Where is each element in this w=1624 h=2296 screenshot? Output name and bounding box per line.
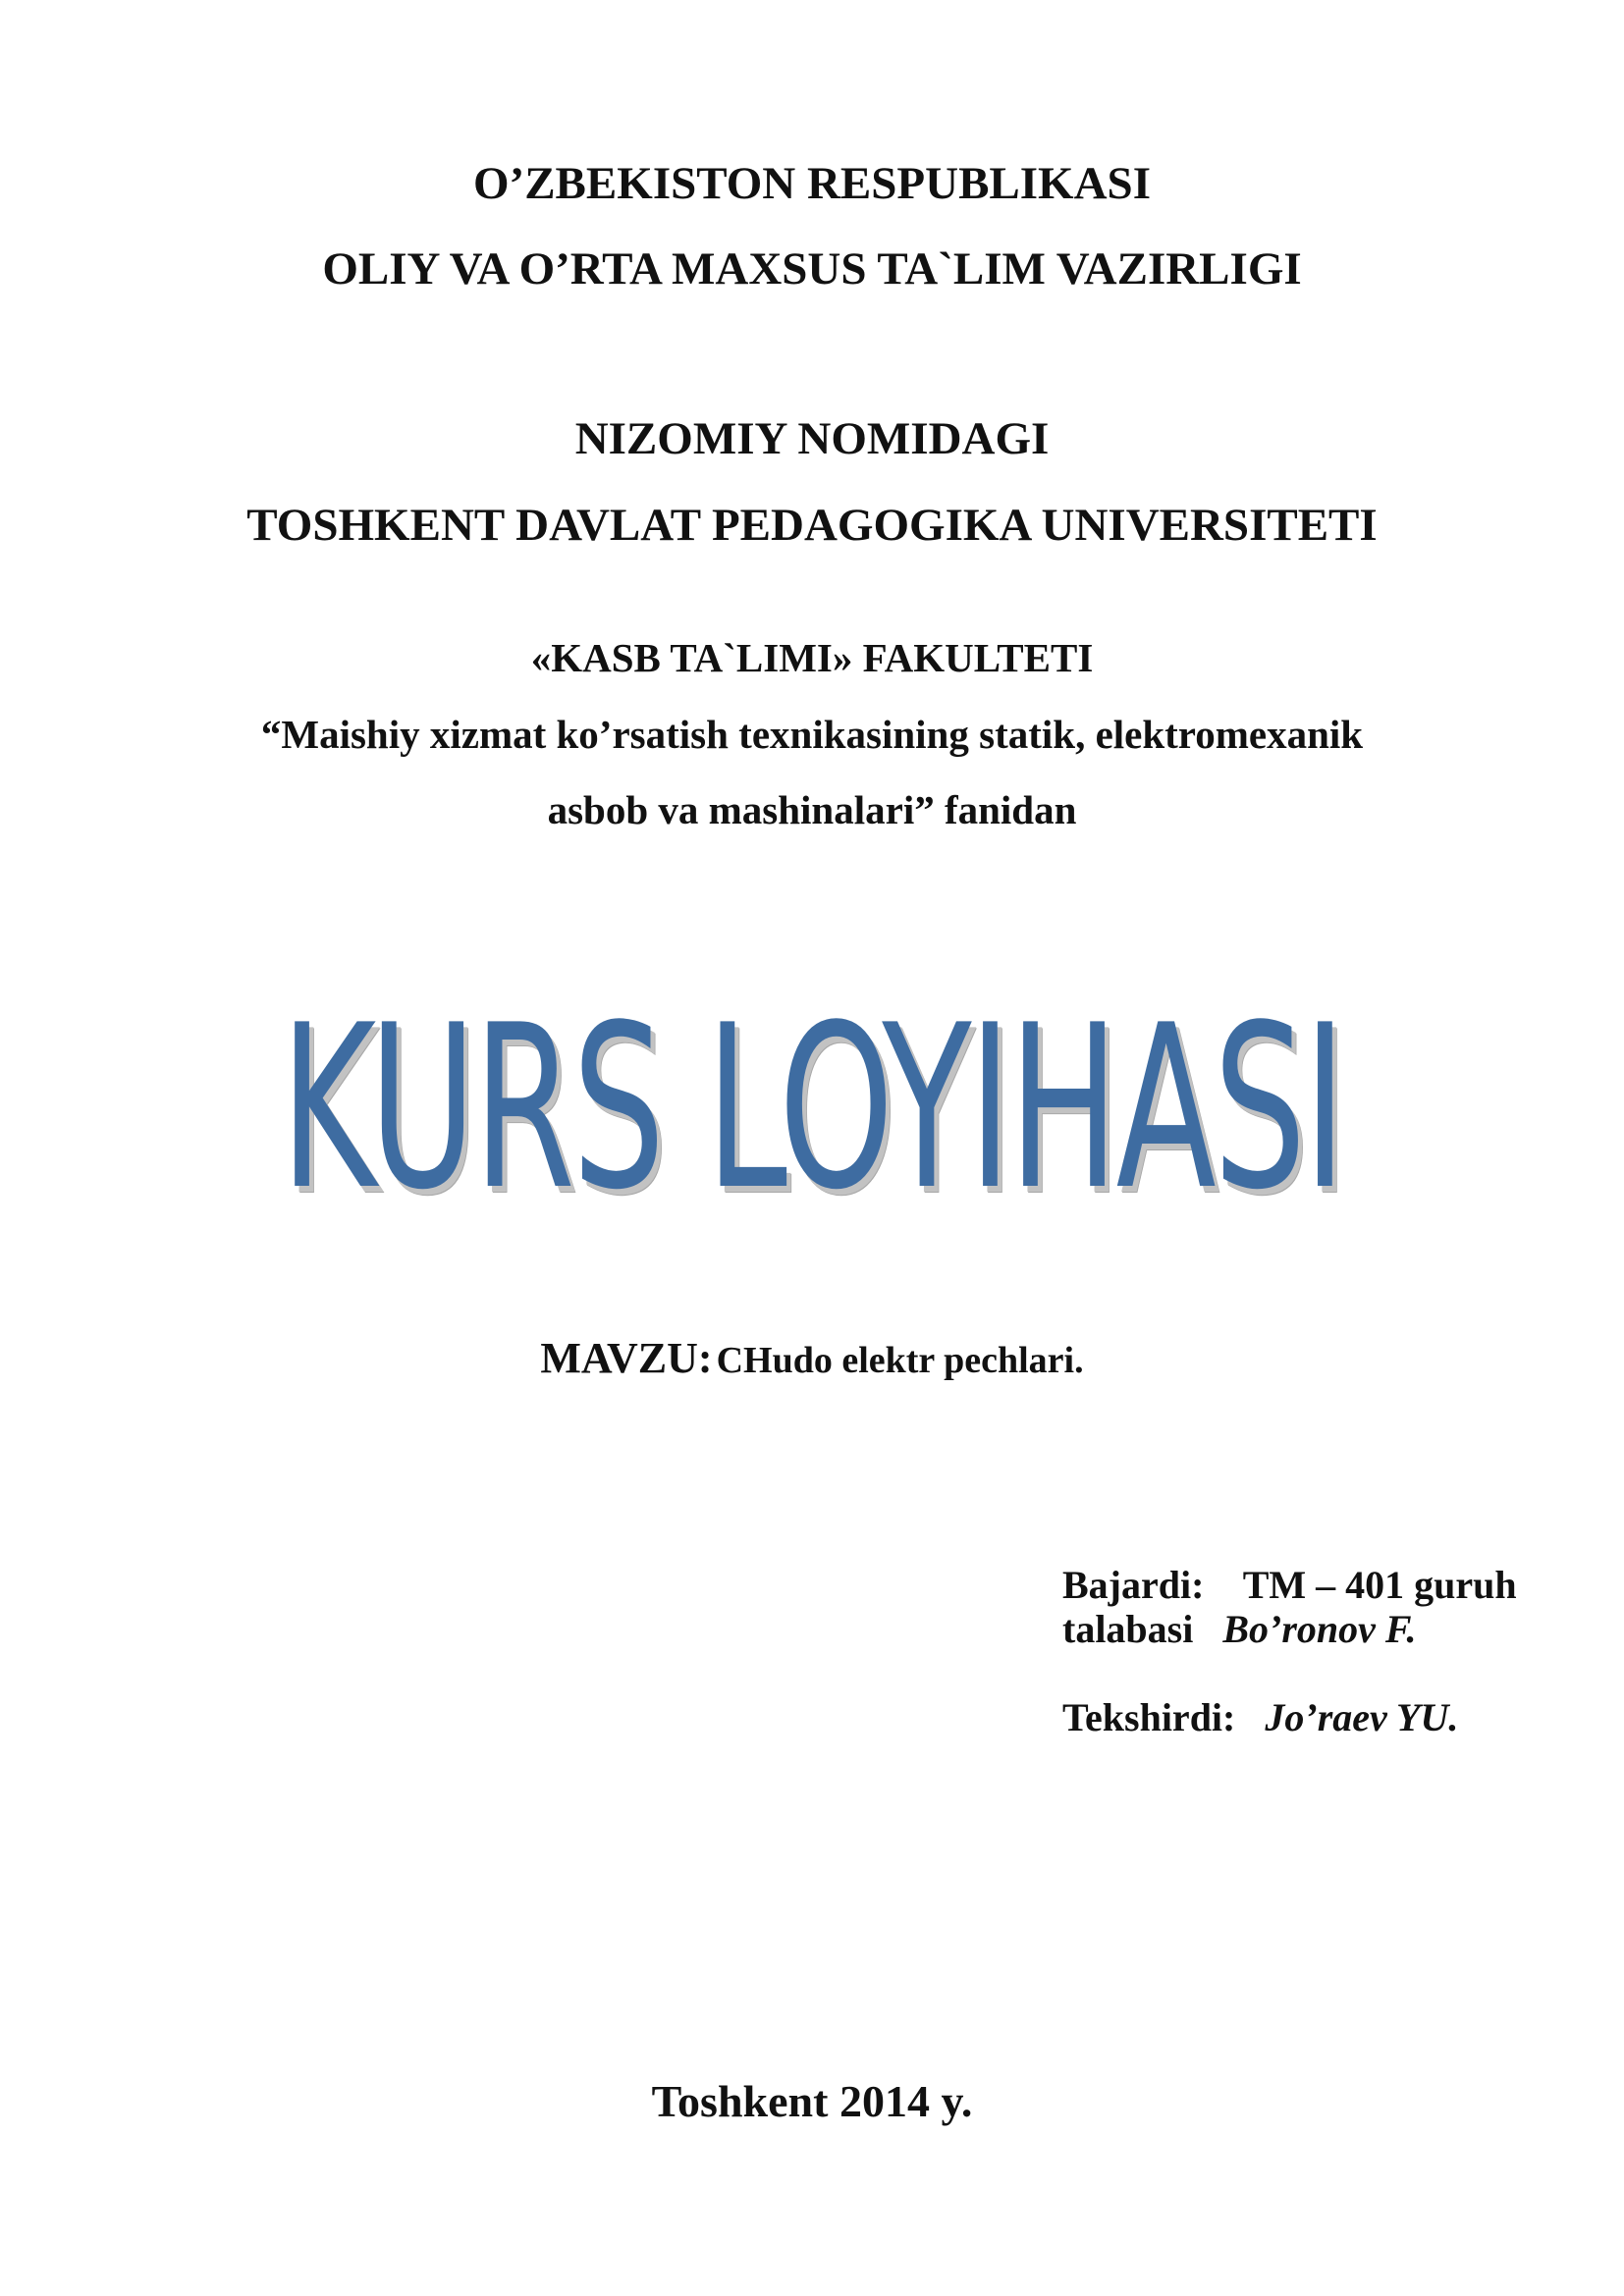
student-line [1062,1607,1417,1651]
faculty-name: «KASB TA`LIMI» FAKULTETI [530,635,1094,680]
checked-by-label: Tekshirdi: [1062,1695,1236,1739]
topic-value: CHudo elektr pechlari. [716,1340,1084,1381]
group-name: TM – 401 guruh [1242,1563,1517,1607]
checked-by-line [1062,1695,1459,1739]
ministry-title-line1: O’ZBEKISTON RESPUBLIKASI [473,158,1151,209]
university-title-line2: TOSHKENT DAVLAT PEDAGOGIKA UNIVERSITETI [246,500,1378,551]
document-title: KURS LOYIHASI [280,978,1344,1240]
ministry-title-line2: OLIY VA O’RTA MAXSUS TA`LIM VAZIRLIGI [322,243,1302,294]
subject-line2: asbob va mashinalari” fanidan [547,787,1077,832]
university-title-line1: NIZOMIY NOMIDAGI [574,413,1050,464]
topic [0,1334,1624,1382]
checker-name: Jo’raev YU. [1265,1695,1459,1739]
city-year: Toshkent 2014 y. [651,2076,973,2126]
performed-by-line [1062,1563,1517,1607]
subject-line1: “Maishiy xizmat ko’rsatish texnikasining statik, elektromexanik [260,712,1364,757]
student-label: talabasi [1062,1607,1194,1651]
student-name: Bo’ronov F. [1222,1607,1417,1651]
performed-by-label: Bajardi: [1062,1563,1205,1607]
topic-label: MAVZU: [540,1334,713,1382]
